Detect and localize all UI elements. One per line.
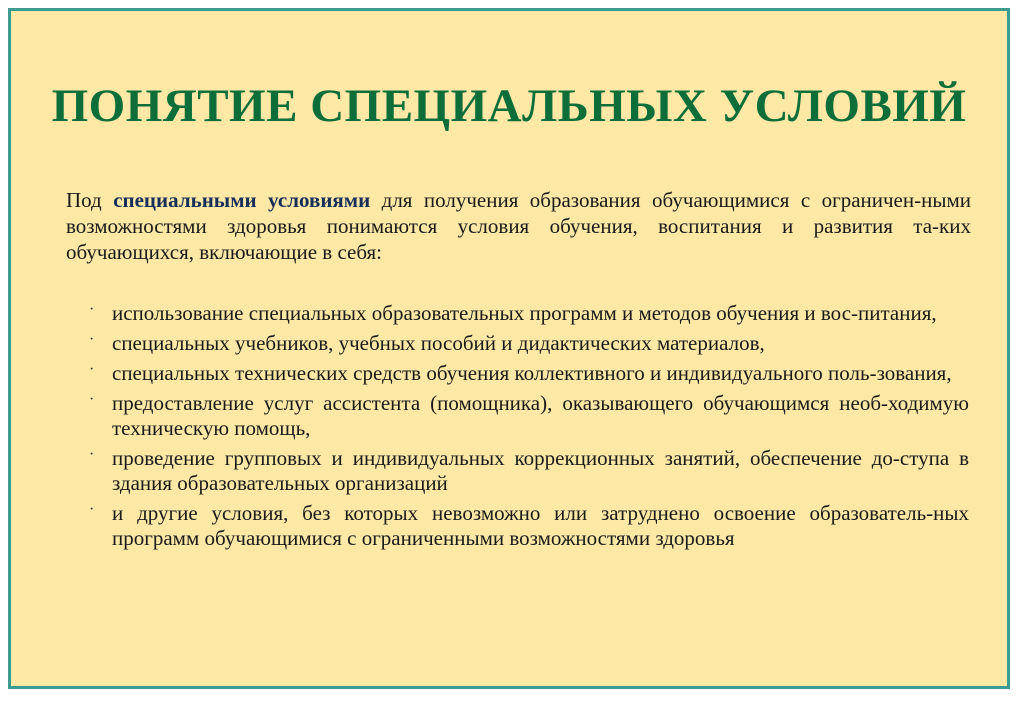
- list-item: [89, 331, 969, 356]
- list-item-text: и другие условия, без которых невозможно или затруднено освоение образователь-ных программ обучающимися с ограниченными возможностями здоровья: [112, 501, 969, 550]
- bullet-icon: ·: [89, 301, 95, 318]
- list-item: [89, 501, 969, 551]
- bullet-icon: ·: [89, 331, 95, 348]
- bullet-icon: ·: [89, 446, 95, 463]
- list-item-text: предоставление услуг ассистента (помощника), оказывающего обучающимся необ-ходимую техническую помощь,: [112, 391, 969, 440]
- intro-prefix: Под: [66, 188, 114, 212]
- list-item: [89, 361, 969, 386]
- bullet-icon: ·: [89, 501, 95, 518]
- intro-rest: для получения образования обучающимися с ограничен-ными возможностями здоровья понимаются условия обучения, воспитания и развития та-ких обучающихся, включающие в себя:: [66, 188, 971, 264]
- list-item-text: специальных учебников, учебных пособий и дидактических материалов,: [112, 331, 765, 355]
- intro-paragraph: [66, 187, 971, 265]
- list-item: [89, 301, 969, 326]
- list-item-text: проведение групповых и индивидуальных коррекционных занятий, обеспечение до-ступа в здания образовательных организаций: [112, 446, 969, 495]
- list-item-text: специальных технических средств обучения коллективного и индивидуального поль-зования,: [112, 361, 952, 385]
- bullet-icon: ·: [89, 391, 95, 408]
- slide-title: ПОНЯТИЕ СПЕЦИАЛЬНЫХ УСЛОВИЙ: [51, 80, 967, 132]
- conditions-list: [89, 301, 969, 556]
- list-item-text: использование специальных образовательных программ и методов обучения и вос-питания,: [112, 301, 937, 325]
- bullet-icon: ·: [89, 361, 95, 378]
- list-item: [89, 391, 969, 441]
- intro-highlight: специальными условиями: [113, 188, 371, 212]
- slide: [8, 8, 1010, 689]
- list-item: [89, 446, 969, 496]
